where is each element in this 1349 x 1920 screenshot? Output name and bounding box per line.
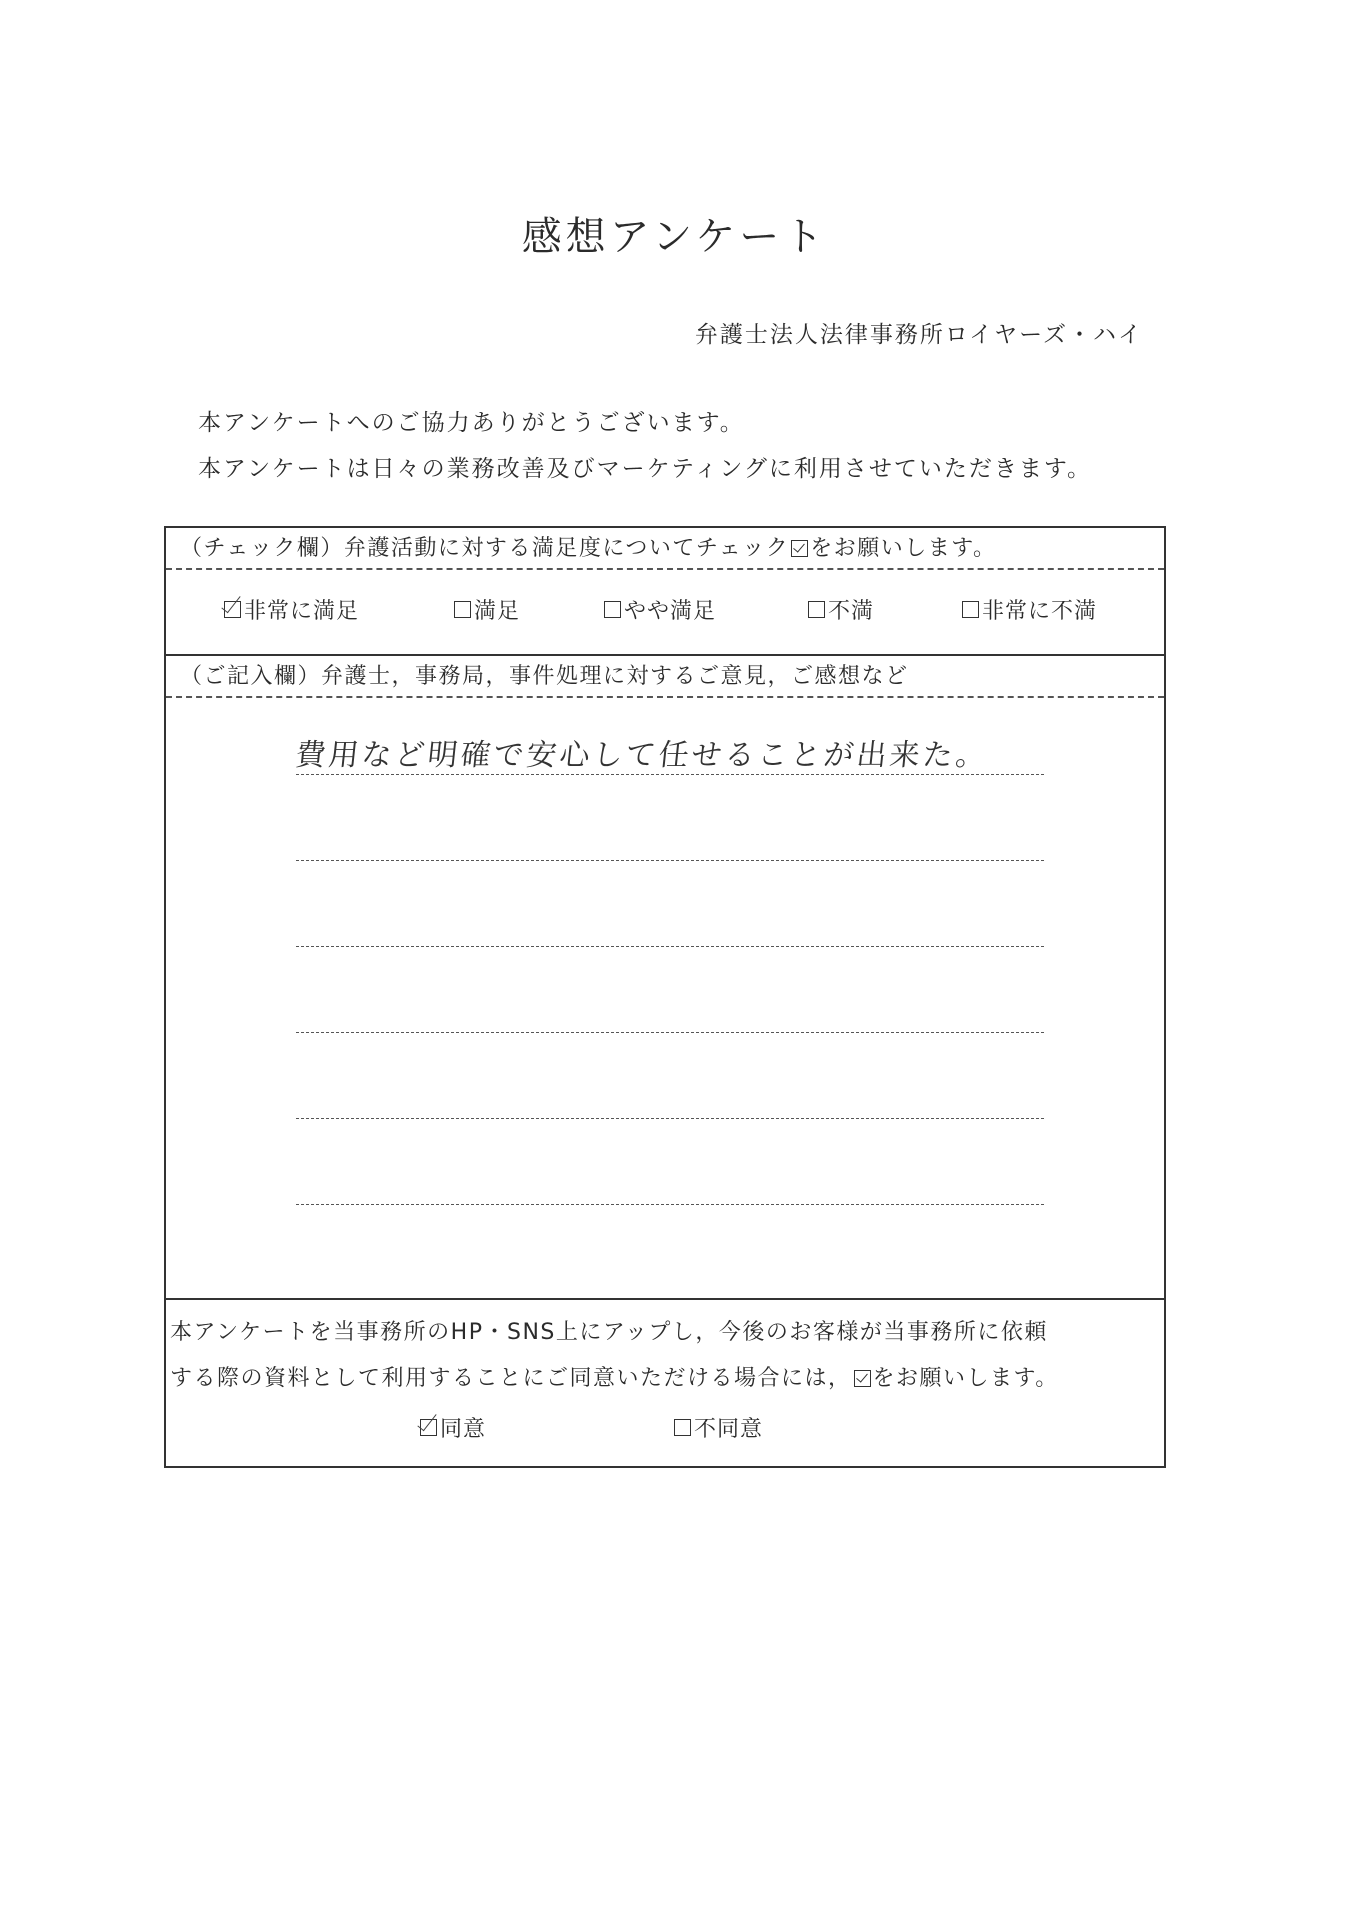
writing-line [296,1118,1044,1119]
satisfaction-options [166,578,1164,638]
checkbox-example-icon [791,540,808,557]
intro-line-2: 本アンケートは日々の業務改善及びマーケティングに利用させていただきます。 [198,456,1093,482]
option-somewhat-satisfied[interactable] [604,594,716,625]
check-header-text-end: をお願いします。 [810,536,997,561]
comment-area[interactable] [166,700,1164,1300]
checkbox-icon[interactable] [454,601,471,618]
page-title: 感想アンケート [521,214,828,260]
check-section-header [166,528,1164,570]
option-label: やや満足 [624,599,717,624]
checkbox-checked-icon[interactable] [224,601,241,618]
option-label: 不同意 [694,1417,764,1442]
writing-line [296,946,1044,947]
checkbox-icon[interactable] [674,1419,691,1436]
consent-options [166,1412,1164,1442]
checkbox-example-icon [854,1370,871,1387]
option-very-dissatisfied[interactable] [962,594,1097,625]
comment-section-header: （ご記入欄）弁護士，事務局，事件処理に対するご意見，ご感想など [166,656,1164,698]
option-label: 非常に不満 [982,599,1098,624]
checkbox-icon[interactable] [962,601,979,618]
option-disagree[interactable] [674,1412,763,1443]
intro-line-1: 本アンケートへのご協力ありがとうございます。 [198,410,745,436]
consent-line-2: する際の資料として利用することにご同意いただける場合には， をお願いします。 [170,1366,1059,1391]
option-label: 同意 [440,1417,487,1442]
consent-text [170,1310,1059,1402]
checkbox-icon[interactable] [808,601,825,618]
writing-line [296,860,1044,861]
writing-line [296,1204,1044,1205]
checkbox-icon[interactable] [604,601,621,618]
writing-line [296,1032,1044,1033]
handwritten-comment: 費用など明確で安心して任せることが出来た。 [293,738,991,773]
consent-section [166,1300,1164,1466]
checkbox-checked-icon[interactable] [420,1419,437,1436]
writing-line [296,774,1044,775]
option-agree[interactable] [420,1412,486,1443]
check-header-text: （チェック欄）弁護活動に対する満足度についてチェック [180,536,790,561]
option-label: 不満 [828,599,875,624]
consent-line-1: 本アンケートを当事務所のHP・SNS上にアップし，今後のお客様が当事務所に依頼 [170,1320,1048,1345]
option-very-satisfied[interactable] [224,594,359,625]
option-satisfied[interactable] [454,594,520,625]
organization-name: 弁護士法人法律事務所ロイヤーズ・ハイ [694,322,1143,348]
option-label: 満足 [474,599,521,624]
survey-form [164,526,1166,1468]
option-label: 非常に満足 [244,599,360,624]
intro-text [198,400,1092,492]
option-dissatisfied[interactable] [808,594,874,625]
